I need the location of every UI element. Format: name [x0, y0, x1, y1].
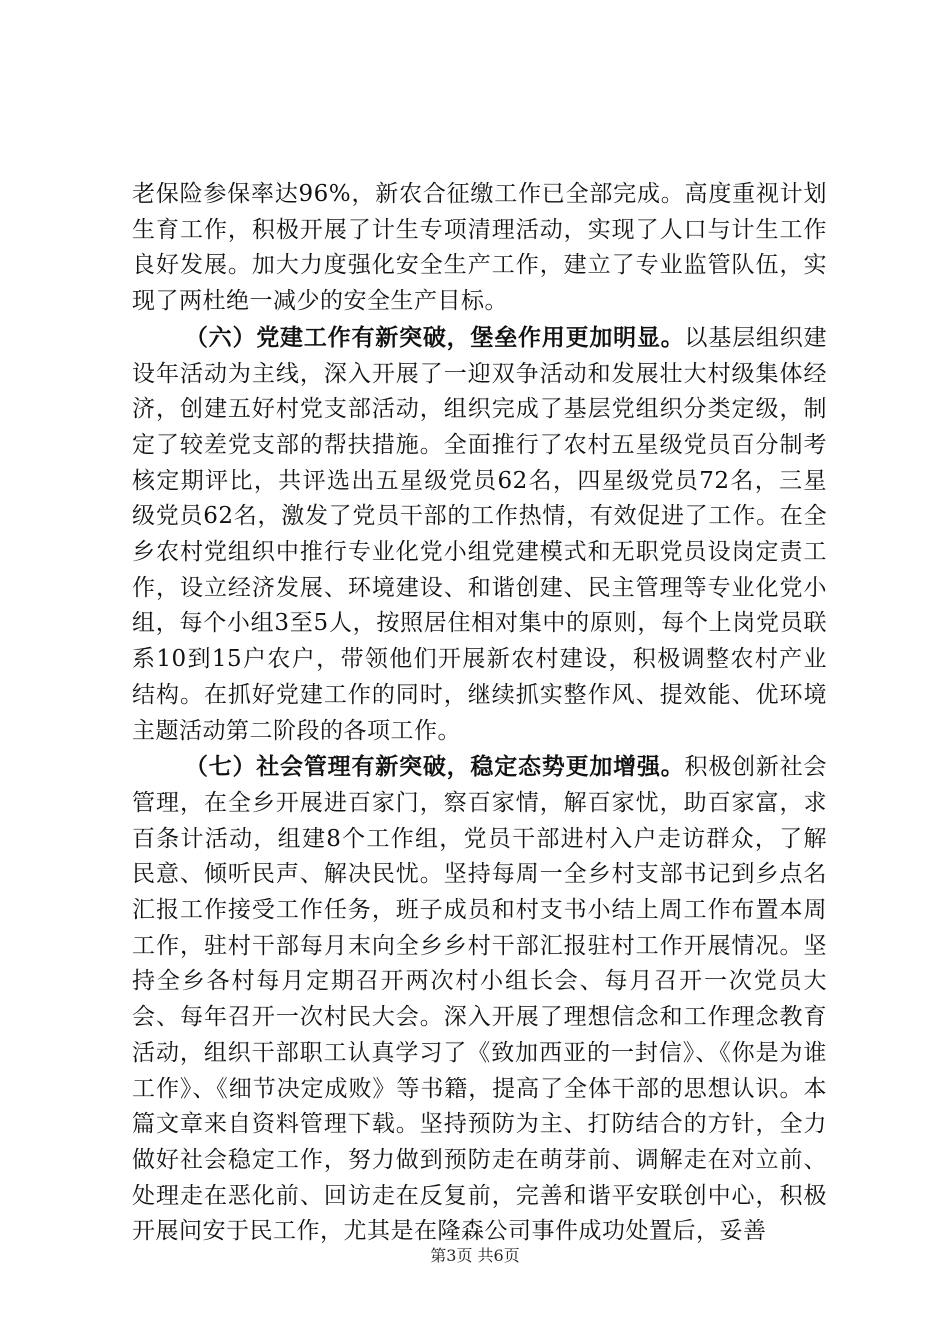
document-body [132, 177, 827, 1250]
page-footer [0, 1246, 950, 1266]
paragraph-section-6 [132, 320, 827, 749]
paragraph-continuation [132, 177, 827, 320]
paragraph-text: 积极创新社会管理，在全乡开展进百家门，察百家情，解百家忧，助百家富，求百条计活动，组建8个工作组，党员干部进村入户走访群众，了解民意、倾听民声、解决民忧。坚持每周一全乡村支部书记到乡点名汇报工作接受工作任务，班子成员和村支书小结上周工作布置本周工作，驻村干部每月末向全乡乡村干部汇报驻村工作开展情况。坚持全乡各村每月定期召开两次村小组长会、每月召开一次党员大会、每年召开一次村民大会。深入开展了理想信念和工作理念教育活动，组织干部职工认真学习了《致加西亚的一封信》、《你是为谁工作》、《细节决定成败》等书籍，提高了全体干部的思想认识。本篇文章来自资料管理下载。坚持预防为主、打防结合的方针，全力做好社会稳定工作，努力做到预防走在萌芽前、调解走在对立前、处理走在恶化前、回访走在反复前，完善和谐平安联创中心，积极开展问安于民工作，尤其是在隆森公司事件成功处置后，妥善 [132, 754, 828, 1245]
section-7-heading: （七）社会管理有新突破，稳定态势更加增强。 [184, 753, 685, 781]
section-6-heading: （六）党建工作有新突破，堡垒作用更加明显。 [184, 323, 685, 351]
paragraph-text: 以基层组织建设年活动为主线，深入开展了一迎双争活动和发展壮大村级集体经济，创建五好村党支部活动，组织完成了基层党组织分类定级，制定了较差党支部的帮扶措施。全面推行了农村五星级党员百分制考核定期评比，共评选出五星级党员62名，四星级党员72名，三星级党员62名，激发了党员干部的工作热情，有效促进了工作。在全乡农村党组织中推行专业化党小组党建模式和无职党员设岗定责工作，设立经济发展、环境建设、和谐创建、民主管理等专业化党小组，每个小组3至5人，按照居住相对集中的原则，每个上岗党员联系10到15户农户，带领他们开展新农村建设，积极调整农村产业结构。在抓好党建工作的同时，继续抓实整作风、提效能、优环境主题活动第二阶段的各项工作。 [132, 324, 828, 744]
paragraph-text: 老保险参保率达96%，新农合征缴工作已全部完成。高度重视计划生育工作，积极开展了计生专项清理活动，实现了人口与计生工作良好发展。加大力度强化安全生产工作，建立了专业监管队伍，实现了两杜绝一减少的安全生产目标。 [132, 181, 827, 315]
paragraph-section-7 [132, 749, 827, 1250]
page-number: 第3页 共6页 [430, 1246, 520, 1265]
